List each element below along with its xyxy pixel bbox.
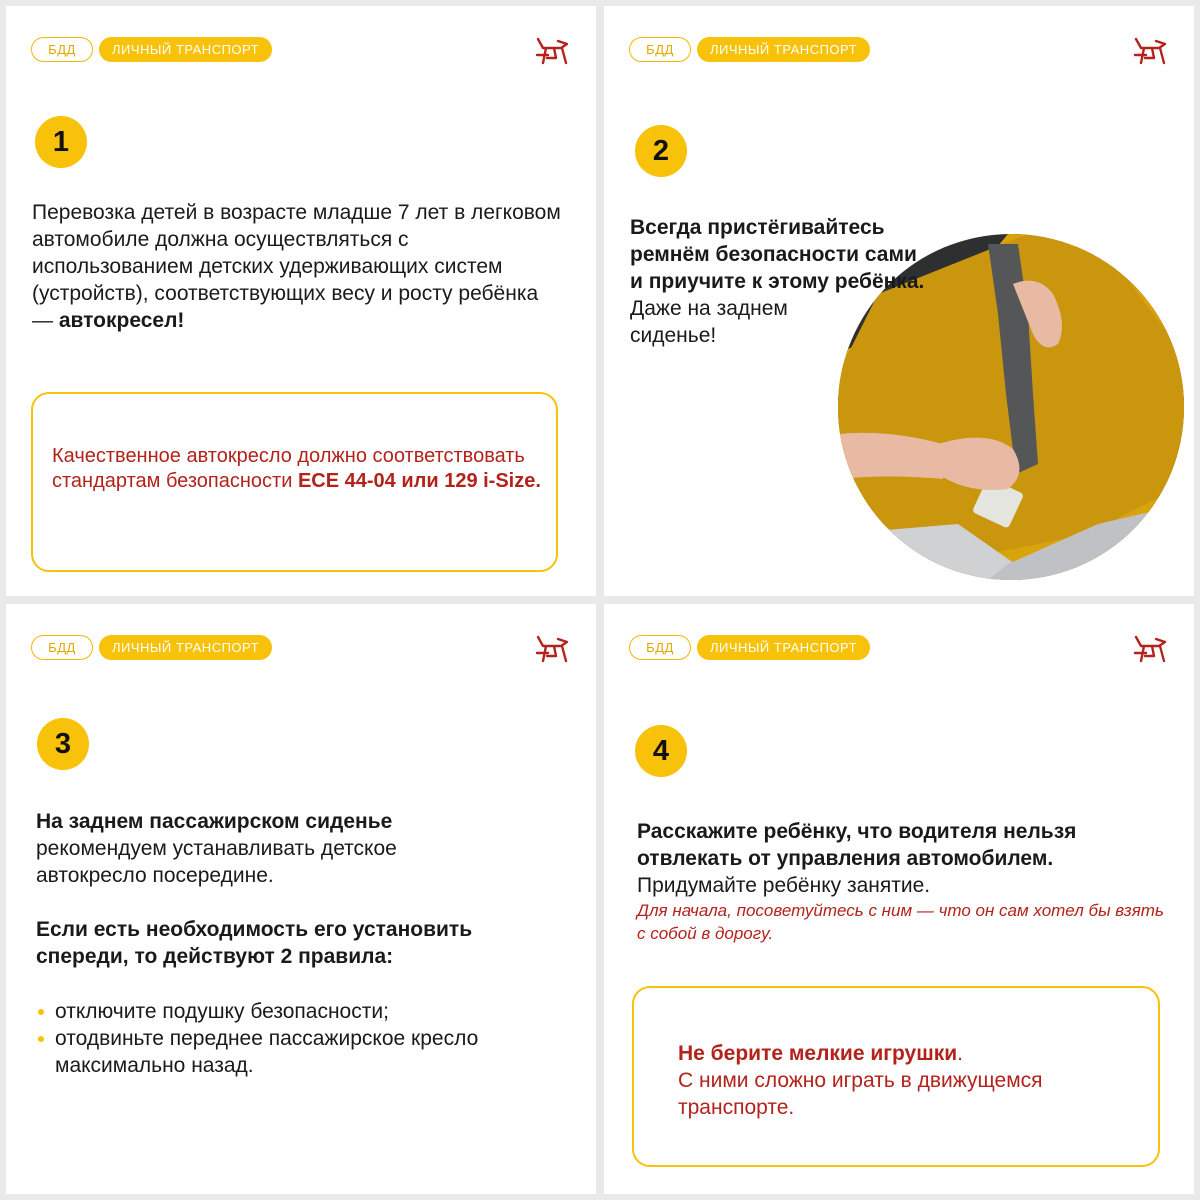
warning-box-dot: . <box>957 1042 964 1065</box>
list-item <box>36 1025 536 1079</box>
tag-personal-transport[interactable]: ЛИЧНЫЙ ТРАНСПОРТ <box>99 37 272 62</box>
card4-text-regular: Придумайте ребёнку занятие. <box>637 874 931 897</box>
card-step-2 <box>604 6 1194 596</box>
info-box-bold: ECE 44-04 или 129 i-Size. <box>297 470 541 492</box>
step-number-badge: 3 <box>37 718 89 770</box>
warning-box-bold: Не берите мелкие игрушки <box>678 1042 958 1065</box>
tag-group <box>31 635 272 660</box>
brand-logo-icon <box>1132 36 1168 66</box>
card3-paragraph-1 <box>36 808 556 889</box>
card2-main-text <box>630 214 930 349</box>
warning-box <box>632 986 1160 1167</box>
tag-personal-transport[interactable]: ЛИЧНЫЙ ТРАНСПОРТ <box>697 37 870 62</box>
card1-text-bold: автокресел! <box>58 309 185 332</box>
card-step-3 <box>6 604 596 1194</box>
card4-text-italic: Для начала, посоветуйтесь с ним — что он сам хотел бы взять с собой в дорогу. <box>637 901 1164 943</box>
card1-main-text <box>32 199 562 334</box>
tag-bdd[interactable]: БДД <box>629 37 691 62</box>
card3-p1-bold: На заднем пассажирском сиденье <box>36 810 393 833</box>
card4-main-text <box>637 818 1177 899</box>
list-item-text: отключите подушку безопасности; <box>55 1000 389 1023</box>
tag-bdd[interactable]: БДД <box>31 635 93 660</box>
tag-group <box>629 635 870 660</box>
tag-personal-transport[interactable]: ЛИЧНЫЙ ТРАНСПОРТ <box>99 635 272 660</box>
info-box <box>31 392 558 572</box>
brand-logo-icon <box>1132 634 1168 664</box>
tag-group <box>629 37 870 62</box>
card2-text-bold: Всегда пристёгивайтесь ремнём безопасности сами и приучите к этому ребёнка. <box>630 216 925 293</box>
step-number-badge: 4 <box>635 725 687 777</box>
list-item <box>36 998 536 1025</box>
warning-box-text <box>678 1040 1148 1121</box>
list-item-text: отодвиньте переднее пассажирское кресло максимально назад. <box>55 1027 479 1077</box>
tag-bdd[interactable]: БДД <box>31 37 93 62</box>
card3-p2-bold: Если есть необходимость его установить спереди, то действуют 2 правила: <box>36 918 473 968</box>
brand-logo-icon <box>534 36 570 66</box>
card4-text-bold: Расскажите ребёнку, что водителя нельзя отвлекать от управления автомобилем. <box>637 820 1077 870</box>
card-step-1 <box>6 6 596 596</box>
card-step-4 <box>604 604 1194 1194</box>
step-number-badge: 1 <box>35 116 87 168</box>
info-box-text <box>52 444 542 494</box>
warning-box-regular: С ними сложно играть в движущемся транспорте. <box>678 1069 1043 1119</box>
step-number-badge: 2 <box>635 125 687 177</box>
info-box-regular: Качественное автокресло должно соответствовать стандартам безопасности <box>52 445 525 492</box>
card3-p1-regular: рекомендуем устанавливать детское автокресло посередине. <box>36 837 397 887</box>
tag-personal-transport[interactable]: ЛИЧНЫЙ ТРАНСПОРТ <box>697 635 870 660</box>
tag-group <box>31 37 272 62</box>
brand-logo-icon <box>534 634 570 664</box>
card1-text-regular: Перевозка детей в возрасте младше 7 лет в легковом автомобиле должна осуществляться с использованием детских удерживающих систем (устройств), соответствующих весу и росту ребёнка — <box>32 201 561 332</box>
bullet-dot-icon <box>38 1009 44 1015</box>
card2-text-regular: Даже на заднем сиденье! <box>630 297 788 347</box>
bullet-dot-icon <box>38 1036 44 1042</box>
card3-rules-list <box>36 998 536 1079</box>
tag-bdd[interactable]: БДД <box>629 635 691 660</box>
